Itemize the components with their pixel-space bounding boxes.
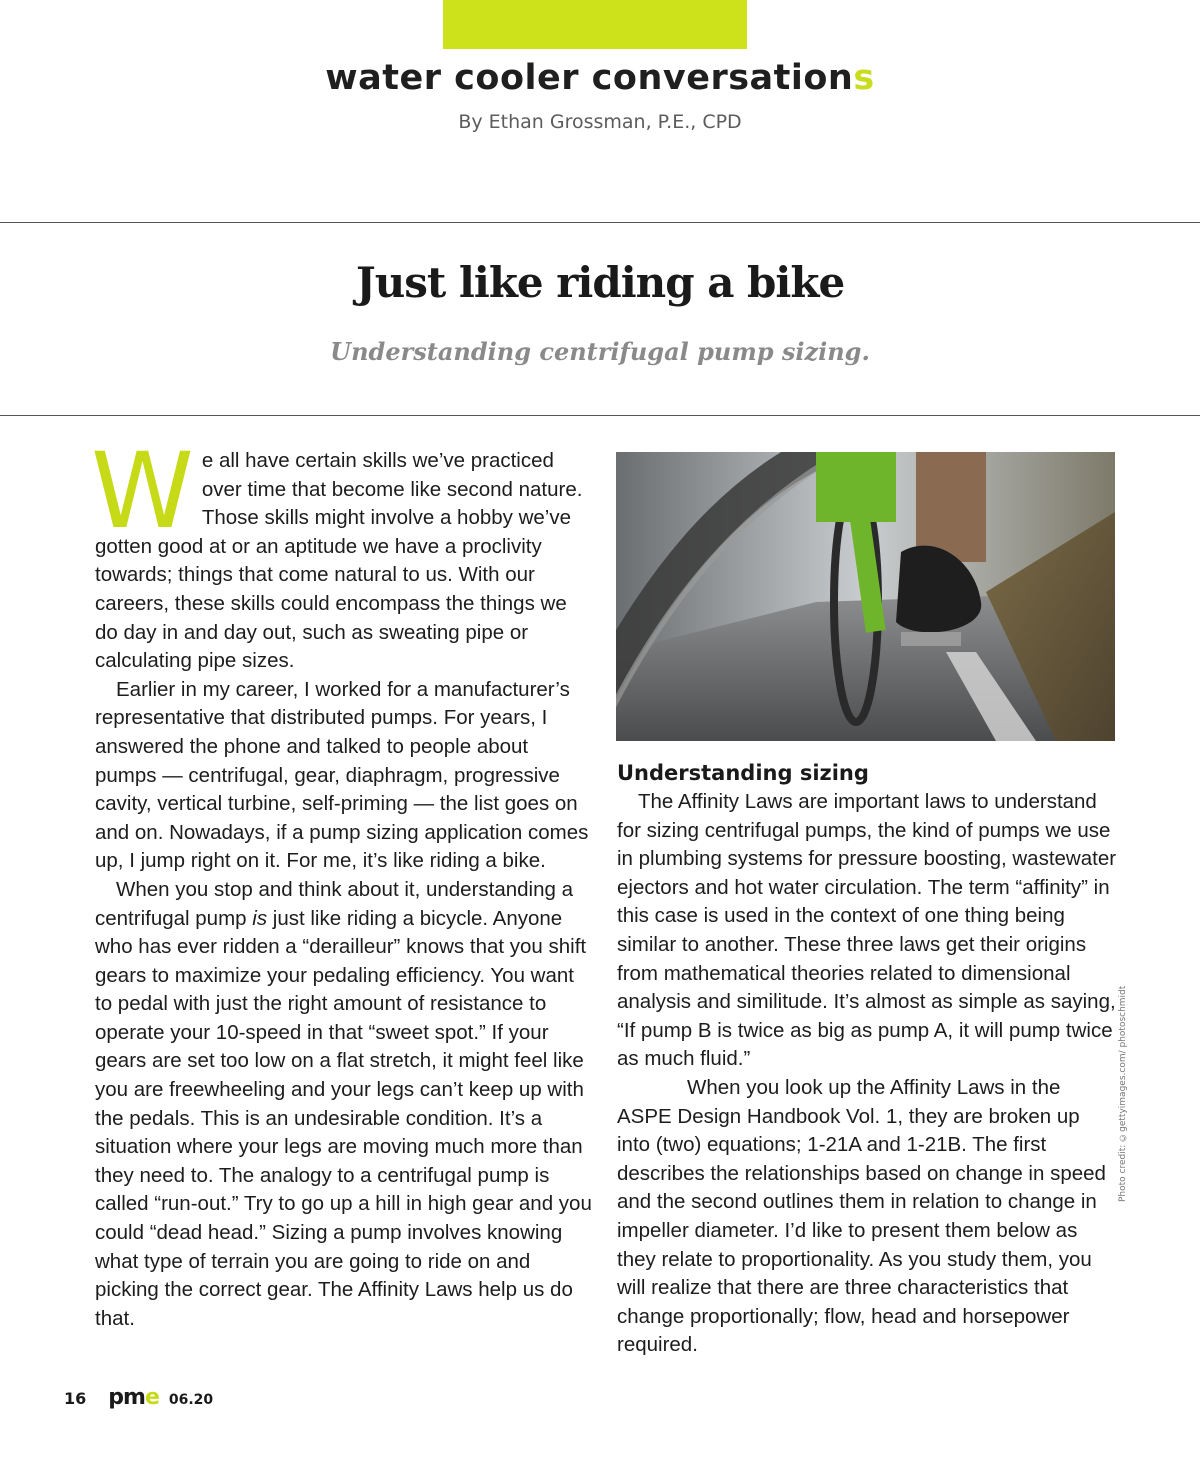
paragraph-bicycle [95, 876, 595, 1334]
paragraph-career: Earlier in my career, I worked for a manufacturer’s representative that distributed pumps. For years, I answered the phone and talked to people about pumps — centrifugal, gear, diaphragm, progressive cavity, vertical turbine, self-priming — the list goes on and on. Nowadays, if a pump sizing application comes up, I jump right on it. For me, it’s like riding a bike. [95, 677, 589, 873]
top-divider [0, 222, 1200, 223]
photo-credit: Photo credit: ©gettyimages.com/ photoschmidt [1118, 985, 1128, 1202]
bike-photo [616, 452, 1115, 741]
issue-date: 06.20 [168, 1392, 214, 1408]
logo-accent: e [144, 1385, 159, 1410]
column-title-main: water cooler conversation [325, 58, 854, 98]
header-accent-bar [443, 0, 747, 49]
left-column [91, 430, 595, 1333]
paragraph-handbook: When you look up the Affinity Laws in the ASPE Design Handbook Vol. 1, they are broken up into (two) equations; 1-21A and 1-21B. The first describes the relationships based on change in speed and the second outlines them in relation to change in impeller diameter. I’d like to present them below as they relate to proportionality. As you study them, you will realize that there are three characteristics that change proportionally; flow, head and horsepower required. [617, 1075, 1106, 1357]
article-deck: Understanding centrifugal pump sizing. [330, 337, 870, 366]
paragraph-bicycle-emphasis: is [252, 906, 268, 930]
paragraph-bicycle-b: just like riding a bicycle. Anyone who has ever ridden a “derailleur” knows that you shift gears to maximize your pedaling efficiency. You want to pedal with just the right amount of resistance to operate your 10-speed in that “sweet spot.” If your gears are set too low on a flat stretch, it might feel like you are freewheeling and your legs can’t keep up with the pedals. This is an undesirable condition. It’s a situation where your legs are moving much more than they need to. The analogy to a centrifugal pump is called “run-out.” Try to go up a hill in high gear and you could “dead head.” Sizing a pump involves knowing what type of terrain you are going to ride on and picking the correct gear. The Affinity Laws help us do that. [95, 906, 592, 1330]
paragraph-intro [91, 430, 595, 676]
bottom-divider [0, 415, 1200, 416]
paragraph-bicycle-a: When you stop and think about it, understanding a centrifugal pump [95, 877, 574, 930]
column-title-accent: s [853, 58, 875, 98]
page-number: 16 [64, 1389, 87, 1408]
paragraph-affinity: The Affinity Laws are important laws to understand for sizing centrifugal pumps, the kind of pumps we use in plumbing systems for pressure boosting, wastewater ejectors and hot water circulation. The term “affinity” in this case is used in the context of one thing being similar to another. These three laws get their origins from mathematical theories related to dimensional analysis and similitude. It’s almost as simple as saying, “If pump B is twice as big as pump A, it will pump twice as much fluid.” [617, 790, 1117, 1071]
drop-cap: W [91, 430, 194, 552]
section-subhead: Understanding sizing [617, 761, 869, 785]
article-headline: Just like riding a bike [355, 258, 845, 307]
column-title [0, 58, 1200, 98]
right-column [617, 759, 1117, 1360]
page-footer [64, 1385, 213, 1409]
paragraph-intro-text: e all have certain skills we’ve practiced over time that become like second nature. Those skills might involve a hobby we’ve gotten good at or an aptitude we have a proclivity towards; things that come natural to us. With our careers, these skills could encompass the things we do day in and day out, such as sweating pipe or calculating pipe sizes. [95, 449, 583, 673]
byline: By Ethan Grossman, P.E., CPD [458, 111, 742, 133]
bike-photo-illustration [616, 452, 1115, 741]
magazine-logo [108, 1385, 159, 1410]
logo-main: pm [108, 1385, 145, 1410]
